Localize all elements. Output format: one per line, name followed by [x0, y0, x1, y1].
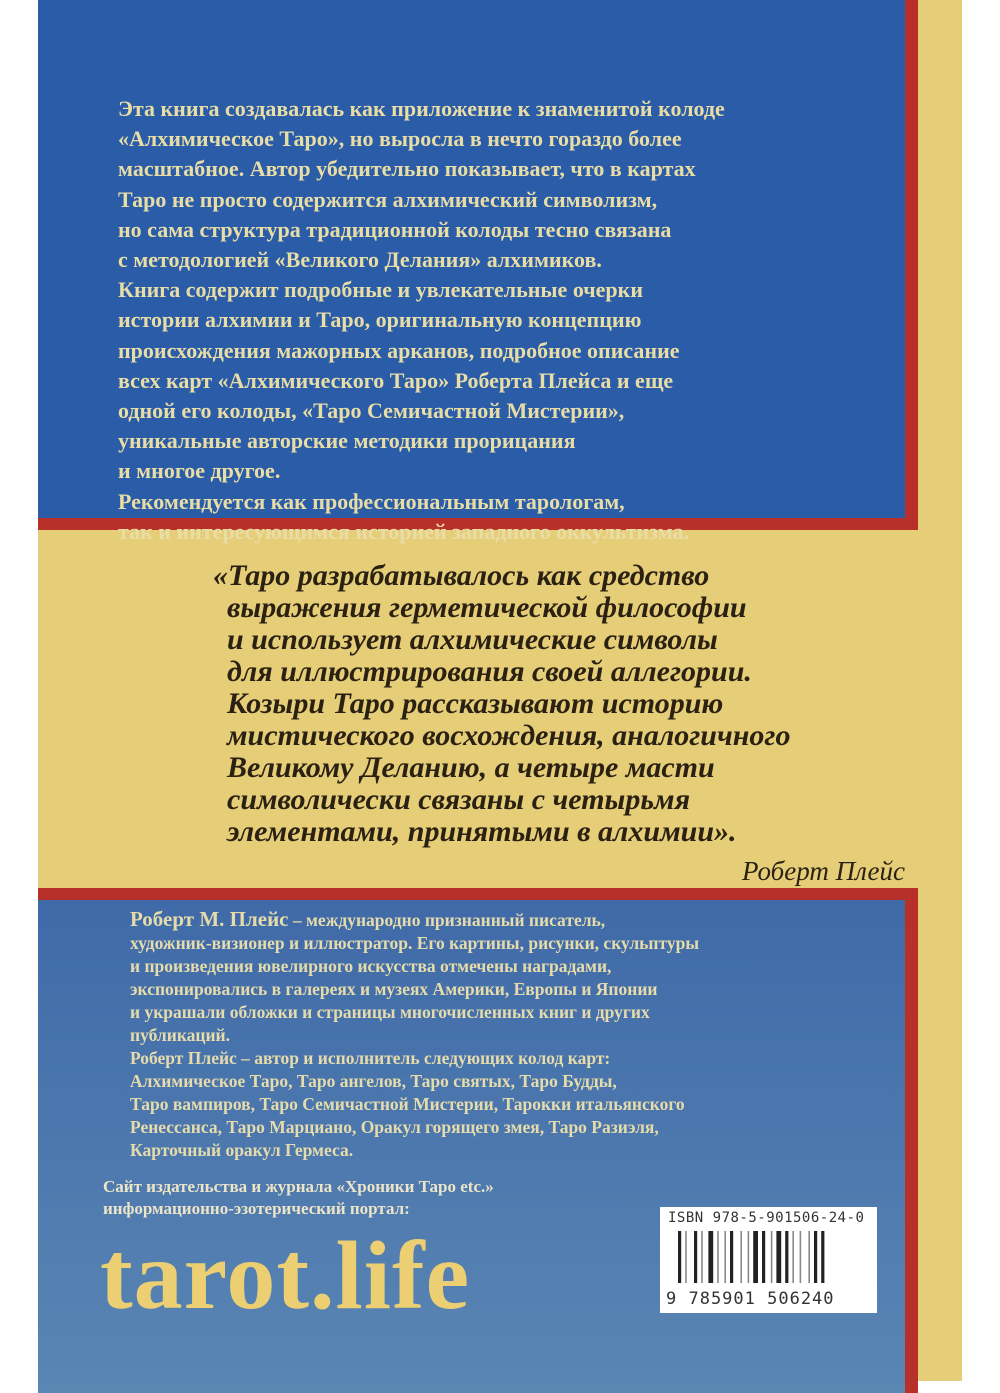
isbn-barcode — [660, 1207, 877, 1313]
quote-author: Роберт Плейс — [741, 856, 905, 886]
description-line: одной его колоды, «Таро Семичастной Мистерии», — [118, 398, 625, 424]
barcode-bar — [701, 1231, 703, 1283]
author-name: Роберт М. Плейс — [130, 907, 289, 931]
isbn-number: ISBN 978-5-901506-24-0 — [668, 1210, 865, 1226]
barcode-bar — [808, 1231, 810, 1283]
book-back-cover — [38, 0, 962, 1381]
bio-line: экспонировались в галереях и музеях Америки, Европы и Японии — [130, 979, 658, 999]
barcode-bar — [730, 1231, 733, 1283]
quote-line: Козыри Таро рассказывают историю — [227, 687, 724, 720]
barcode-bar — [753, 1231, 758, 1283]
description-line: Эта книга создавалась как приложение к знаменитой колоде — [118, 96, 725, 121]
barcode-bar — [685, 1231, 687, 1283]
bio-line: и украшали обложки и страницы многочисленных книг и других — [130, 1002, 650, 1022]
bio-line — [130, 908, 699, 932]
quote-line: для иллюстрирования своей аллегории. — [227, 655, 752, 688]
quote-line: элементами, принятыми в алхимии». — [227, 815, 737, 848]
barcode-bar — [708, 1231, 713, 1283]
barcode-bar — [724, 1231, 726, 1283]
quote-line: мистического восхождения, аналогичного — [227, 719, 791, 752]
bio-line: художник-визионер и иллюстратор. Его картины, рисунки, скульптуры — [130, 933, 700, 953]
bio-line: Роберт Плейс – автор и исполнитель следующих колод карт: — [130, 1048, 611, 1068]
barcode-bar — [814, 1231, 817, 1283]
bio-line: Таро вампиров, Таро Семичастной Мистерии, Тарокки итальянского — [130, 1094, 685, 1114]
barcode-bar — [694, 1231, 697, 1283]
description-line: Таро не просто содержится алхимический символизм, — [118, 186, 658, 212]
quote-line: выражения герметической философии — [227, 591, 747, 624]
description-line: и многое другое. — [118, 458, 281, 484]
description-line: Книга содержит подробные и увлекательные очерки — [118, 277, 644, 303]
site-logo: tarot.life — [100, 1222, 471, 1330]
book-description — [118, 94, 725, 547]
bio-line: и произведения ювелирного искусства отмечены наградами, — [130, 956, 612, 976]
bio-line: Карточный оракул Гермеса. — [130, 1140, 354, 1160]
author-bio — [130, 908, 699, 1162]
description-line: уникальные авторские методики прорицания — [118, 428, 576, 454]
publisher-line: информационно-эзотерический портал: — [103, 1199, 410, 1218]
ean-number: 9 785901 506240 — [666, 1289, 835, 1309]
description-line: истории алхимии и Таро, оригинальную концепцию — [118, 307, 642, 333]
bio-line: Алхимическое Таро, Таро ангелов, Таро святых, Таро Будды, — [130, 1071, 617, 1091]
quote-line: Великому Деланию, а четыре масти — [227, 751, 715, 784]
description-line: но сама структура традиционной колоды тесно связана — [118, 216, 672, 242]
barcode-bar — [771, 1231, 773, 1283]
barcode-bar — [792, 1231, 794, 1283]
author-quote — [213, 560, 790, 848]
quote-line: и использует алхимические символы — [227, 623, 718, 656]
description-line: с методологией «Великого Делания» алхимиков. — [118, 247, 602, 273]
barcode-bar — [762, 1231, 765, 1283]
bio-line: Ренессанса, Таро Марциано, Оракул горящего змея, Таро Разиэля, — [130, 1117, 659, 1137]
barcode-bar — [678, 1231, 681, 1283]
bio-line-rest: – международно признанный писатель, — [288, 910, 606, 930]
barcode-bar — [748, 1231, 750, 1283]
barcode-bar — [776, 1231, 781, 1283]
quote-line: символически связаны с четырьмя — [227, 783, 691, 816]
description-line: Рекомендуется как профессиональным тарологам, — [118, 488, 625, 514]
quote-line: «Таро разрабатывалось как средство — [213, 559, 710, 592]
barcode-bars — [678, 1231, 873, 1283]
description-line: масштабное. Автор убедительно показывает, что в картах — [118, 156, 696, 182]
description-line: происхождения мажорных арканов, подробное описание — [118, 337, 680, 363]
description-line: так и интересующимся историей западного оккультизма. — [118, 518, 690, 544]
publisher-line: Сайт издательства и журнала «Хроники Таро etc.» — [103, 1177, 494, 1196]
barcode-bar — [740, 1231, 742, 1283]
bio-line: публикаций. — [130, 1025, 231, 1045]
barcode-bar — [785, 1231, 788, 1283]
barcode-bar — [821, 1231, 824, 1283]
barcode-bar — [717, 1231, 719, 1283]
publisher-info — [103, 1176, 494, 1220]
barcode-bar — [800, 1231, 802, 1283]
description-line: всех карт «Алхимического Таро» Роберта Плейса и еще — [118, 367, 674, 393]
description-line: «Алхимическое Таро», но выросла в нечто гораздо более — [118, 126, 682, 152]
